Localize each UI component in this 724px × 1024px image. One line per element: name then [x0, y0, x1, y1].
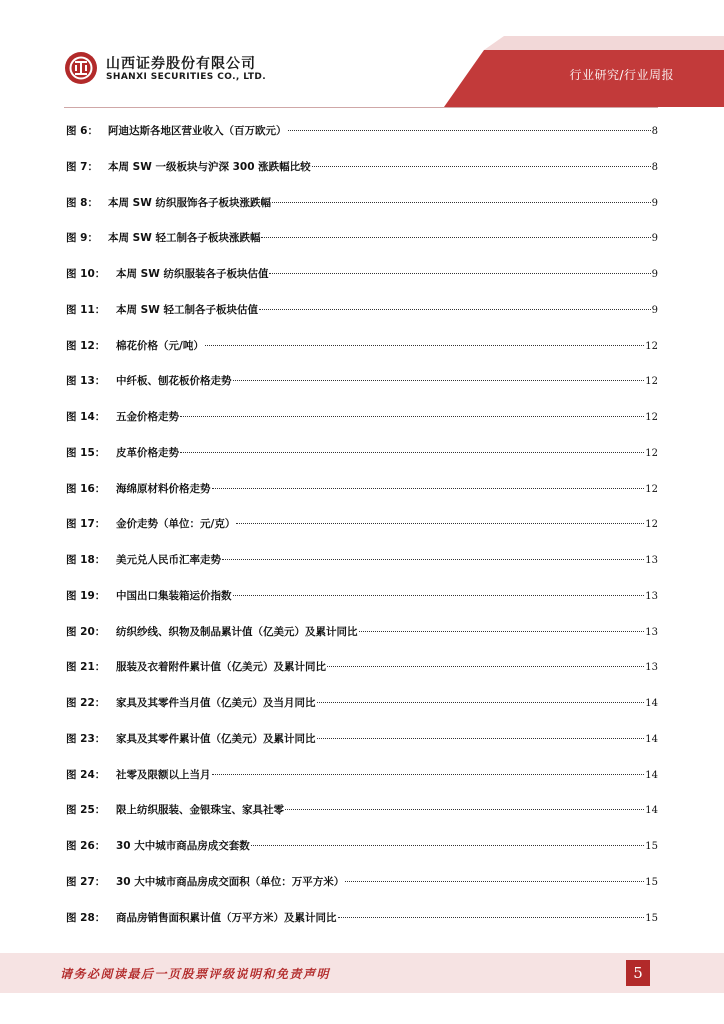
- toc-figure-label: 图 10：: [66, 268, 106, 280]
- toc-figure-title: 本周 SW 纺织服装各子板块估值: [116, 268, 269, 280]
- toc-figure-label: 图 23：: [66, 732, 106, 745]
- toc-entry[interactable]: [66, 472, 658, 508]
- toc-page-number: 14: [645, 698, 658, 709]
- toc-entry[interactable]: [66, 507, 658, 543]
- toc-figure-label: 图 8：: [66, 196, 98, 209]
- toc-page-number: 14: [645, 733, 658, 745]
- toc-figure-title: 社零及限额以上当月: [116, 768, 211, 781]
- toc-page-number: 12: [645, 447, 658, 459]
- toc-entry[interactable]: [66, 257, 658, 293]
- toc-dot-leader: [222, 558, 644, 560]
- toc-entry[interactable]: [66, 543, 658, 579]
- toc-figure-title: 本周 SW 轻工制各子板块涨跌幅: [108, 232, 261, 245]
- toc-dot-leader: [317, 701, 645, 703]
- toc-figure-title: 30 大中城市商品房成交套数: [116, 840, 250, 852]
- toc-figure-label: 图 28：: [66, 911, 106, 924]
- toc-figure-title: 金价走势（单位：元/克）: [116, 518, 236, 531]
- toc-figure-title: 中纤板、刨花板价格走势: [116, 375, 232, 388]
- toc-page-number: 8: [651, 126, 658, 137]
- toc-figure-title: 本周 SW 一级板块与沪深 300 涨跌幅比较: [108, 160, 311, 173]
- toc-figure-label: 图 21：: [66, 661, 106, 674]
- toc-figure-title: 皮革价格走势: [116, 446, 179, 459]
- toc-figure-title: 30 大中城市商品房成交面积（单位：万平方米）: [116, 875, 345, 888]
- report-type-label: 行业研究/行业周报: [569, 68, 674, 82]
- toc-page-number: 15: [645, 841, 658, 852]
- toc-entry[interactable]: [66, 758, 658, 794]
- toc-figure-label: 图 15：: [66, 446, 106, 459]
- toc-dot-leader: [272, 201, 651, 203]
- toc-entry[interactable]: [66, 293, 658, 329]
- toc-page-number: 12: [645, 483, 658, 495]
- toc-page-number: 12: [645, 519, 658, 531]
- toc-figure-title: 商品房销售面积累计值（万平方米）及累计同比: [116, 911, 337, 924]
- toc-page-number: 13: [645, 626, 658, 638]
- toc-dot-leader: [212, 773, 645, 775]
- toc-page-number: 14: [645, 769, 658, 781]
- toc-figure-label: 图 16：: [66, 482, 106, 495]
- toc-figure-label: 图 26：: [66, 840, 106, 852]
- toc-figure-label: 图 7：: [66, 160, 98, 173]
- toc-entry[interactable]: [66, 615, 658, 651]
- toc-entry[interactable]: [66, 436, 658, 472]
- toc-page-number: 12: [645, 412, 658, 423]
- toc-figure-title: 家具及其零件当月值（亿美元）及当月同比: [116, 697, 316, 709]
- toc-page-number: 9: [651, 197, 658, 209]
- toc-figure-label: 图 14：: [66, 411, 106, 423]
- toc-dot-leader: [205, 344, 644, 346]
- toc-page-number: 12: [645, 376, 658, 388]
- toc-dot-leader: [359, 630, 645, 632]
- toc-entry[interactable]: [66, 186, 658, 222]
- toc-figure-label: 图 22：: [66, 697, 106, 709]
- toc-page-number: 14: [645, 805, 658, 817]
- toc-entry[interactable]: [66, 114, 658, 150]
- figure-index-list: [66, 114, 658, 936]
- toc-dot-leader: [269, 272, 650, 274]
- toc-figure-label: 图 27：: [66, 875, 106, 888]
- toc-dot-leader: [259, 308, 651, 310]
- toc-entry[interactable]: [66, 829, 658, 865]
- toc-figure-label: 图 6：: [66, 125, 98, 137]
- toc-dot-leader: [345, 880, 644, 882]
- toc-page-number: 13: [645, 662, 658, 674]
- toc-figure-label: 图 13：: [66, 375, 106, 388]
- header-divider: [64, 107, 658, 108]
- toc-entry[interactable]: [66, 221, 658, 257]
- toc-figure-label: 图 12：: [66, 339, 106, 352]
- toc-entry[interactable]: [66, 686, 658, 722]
- toc-dot-leader: [312, 165, 651, 167]
- toc-dot-leader: [180, 415, 644, 417]
- toc-page-number: 15: [645, 876, 658, 888]
- toc-entry[interactable]: [66, 400, 658, 436]
- toc-figure-title: 阿迪达斯各地区营业收入（百万欧元）: [108, 125, 287, 137]
- toc-page-number: 13: [645, 590, 658, 602]
- toc-figure-label: 图 18：: [66, 554, 106, 566]
- toc-dot-leader: [285, 808, 644, 810]
- toc-dot-leader: [261, 236, 650, 238]
- toc-entry[interactable]: [66, 901, 658, 937]
- toc-figure-title: 服装及衣着附件累计值（亿美元）及累计同比: [116, 661, 326, 674]
- toc-entry[interactable]: [66, 150, 658, 186]
- toc-entry[interactable]: [66, 865, 658, 901]
- toc-page-number: 15: [645, 912, 658, 924]
- toc-figure-title: 本周 SW 纺织服饰各子板块涨跌幅: [108, 196, 271, 209]
- toc-figure-label: 图 20：: [66, 625, 106, 638]
- toc-figure-label: 图 11：: [66, 303, 106, 316]
- toc-figure-title: 棉花价格（元/吨）: [116, 339, 204, 352]
- toc-dot-leader: [327, 665, 644, 667]
- toc-dot-leader: [212, 487, 645, 489]
- toc-figure-label: 图 9：: [66, 232, 98, 245]
- toc-figure-title: 海绵原材料价格走势: [116, 482, 211, 495]
- toc-page-number: 12: [645, 340, 658, 352]
- toc-entry[interactable]: [66, 329, 658, 365]
- toc-figure-title: 五金价格走势: [116, 411, 179, 423]
- toc-entry[interactable]: [66, 793, 658, 829]
- toc-figure-title: 纺织纱线、织物及制品累计值（亿美元）及累计同比: [116, 625, 358, 638]
- company-name-en: SHANXI SECURITIES CO., LTD.: [106, 72, 267, 82]
- toc-figure-label: 图 25：: [66, 804, 106, 817]
- toc-entry[interactable]: [66, 364, 658, 400]
- toc-page-number: 13: [645, 555, 658, 566]
- toc-figure-label: 图 17：: [66, 518, 106, 531]
- page-footer: [0, 953, 724, 993]
- toc-page-number: 9: [651, 269, 658, 280]
- toc-figure-title: 美元兑人民币汇率走势: [116, 554, 221, 566]
- toc-dot-leader: [288, 129, 651, 131]
- toc-page-number: 9: [651, 233, 658, 245]
- toc-page-number: 9: [651, 304, 658, 316]
- toc-figure-title: 家具及其零件累计值（亿美元）及累计同比: [116, 732, 316, 745]
- company-name-cn: 山西证券股份有限公司: [106, 56, 256, 72]
- toc-dot-leader: [233, 594, 645, 596]
- page-number: 5: [626, 960, 650, 986]
- toc-figure-title: 限上纺织服装、金银珠宝、家具社零: [116, 804, 284, 817]
- toc-entry[interactable]: [66, 579, 658, 615]
- toc-entry[interactable]: [66, 722, 658, 758]
- toc-dot-leader: [251, 844, 644, 846]
- toc-page-number: 8: [651, 161, 658, 173]
- toc-figure-label: 图 19：: [66, 589, 106, 602]
- toc-dot-leader: [338, 916, 645, 918]
- disclaimer-text: 请务必阅读最后一页股票评级说明和免责声明: [60, 967, 331, 981]
- page-header: [0, 0, 724, 110]
- company-logo-icon: [64, 51, 98, 85]
- toc-entry[interactable]: [66, 650, 658, 686]
- toc-figure-title: 中国出口集装箱运价指数: [116, 589, 232, 602]
- toc-figure-label: 图 24：: [66, 768, 106, 781]
- toc-figure-title: 本周 SW 轻工制各子板块估值: [116, 303, 258, 316]
- toc-dot-leader: [180, 451, 644, 453]
- toc-dot-leader: [236, 522, 644, 524]
- toc-dot-leader: [233, 379, 645, 381]
- toc-dot-leader: [317, 737, 645, 739]
